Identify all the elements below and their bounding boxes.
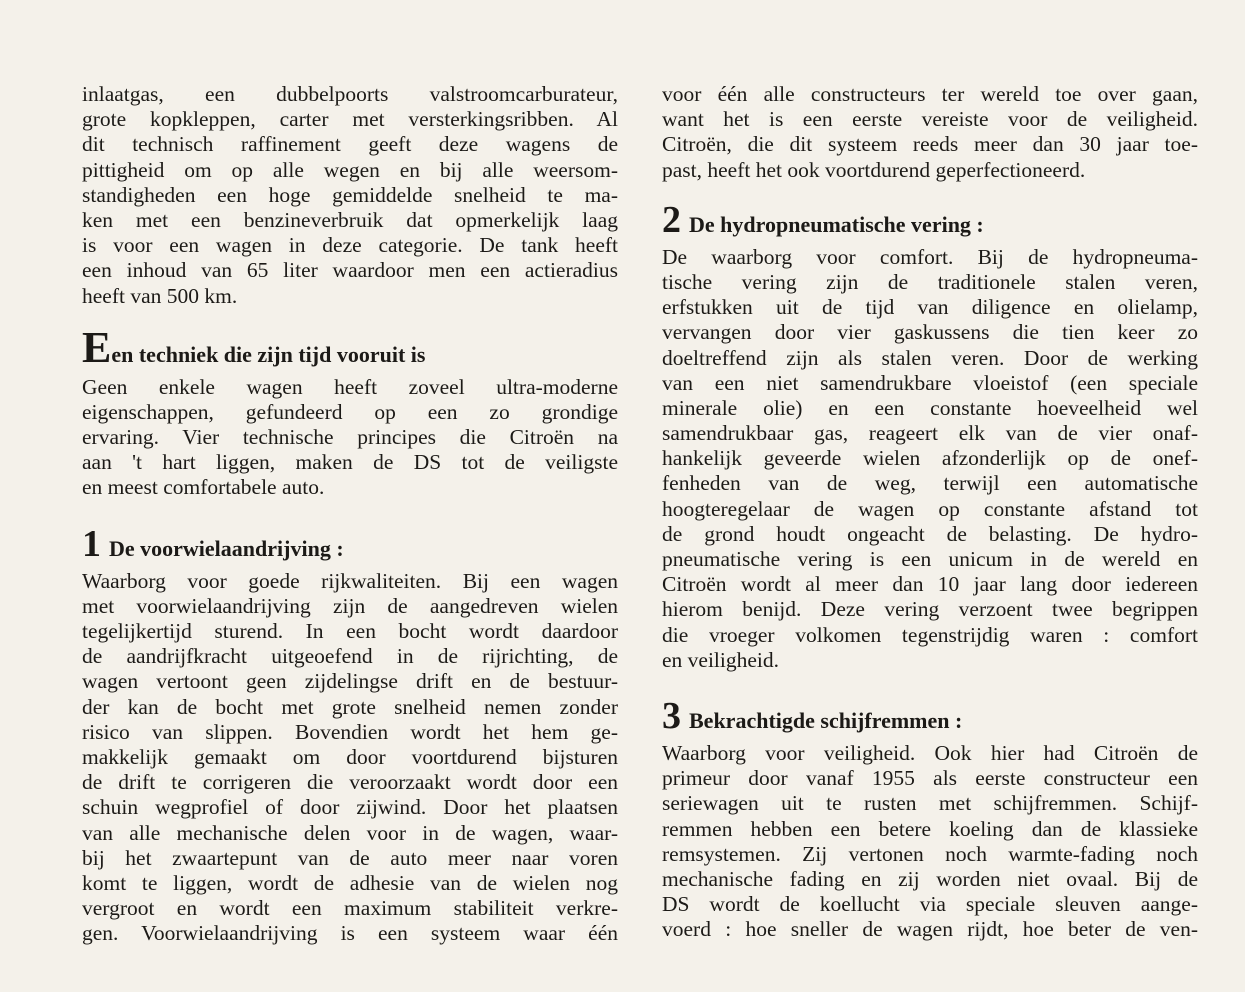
- text-line: en veiligheid.: [662, 647, 780, 672]
- section-number: 2: [662, 198, 681, 241]
- text-line: heeft van 500 km.: [82, 283, 238, 308]
- heading-text: De voorwielaandrijving :: [109, 535, 344, 561]
- text-line: erfstukken uit de tijd van diligence en olielamp,: [662, 295, 1198, 320]
- text-line: pittigheid om op alle wegen en bij alle weersom-: [82, 157, 618, 182]
- text-line: pneumatische vering is een unicum in de wereld en: [662, 547, 1198, 571]
- text-line: makkelijk gemaakt om door voortdurend bijsturen: [82, 744, 618, 769]
- text-line: die vroeger volkomen tegenstrijdig waren : comfort: [662, 622, 1198, 647]
- text-line: inlaatgas, een dubbelpoorts valstroomcarburateur,: [82, 82, 618, 106]
- text-line: is voor een wagen in deze categorie. De tank heeft: [82, 233, 618, 258]
- text-line: ken met een benzineverbruik dat opmerkelijk laag: [82, 207, 618, 232]
- text-line: komt te liggen, wordt de adhesie van de wielen nog: [82, 870, 618, 895]
- text-line: vervangen door vier gaskussens die tien keer zo: [662, 320, 1198, 345]
- left-column: [82, 82, 618, 946]
- text-line: de aandrijfkracht uitgeoefend in de rijrichting, de: [82, 644, 618, 669]
- text-line: ervaring. Vier technische principes die Citroën na: [82, 425, 618, 450]
- text-line: van alle mechanische delen voor in de wagen, waar-: [82, 820, 618, 845]
- text-line: en meest comfortabele auto.: [82, 475, 325, 500]
- text-line: met voorwielaandrijving zijn de aangedreven wielen: [82, 593, 618, 618]
- text-line: gen. Voorwielaandrijving is een systeem waar één: [82, 921, 618, 946]
- text-line: seriewagen uit te rusten met schijfremmen. Schijf-: [662, 791, 1198, 816]
- text-line: Waarborg voor goede rijkwaliteiten. Bij een wagen: [82, 568, 618, 593]
- heading-text: De hydropneumatische vering :: [689, 211, 984, 237]
- text-line: Waarborg voor veiligheid. Ook hier had Citroën de: [662, 740, 1198, 765]
- section-heading-schijfremmen: [662, 694, 1198, 741]
- text-line: standigheden een hoge gemiddelde snelheid te ma-: [82, 182, 618, 207]
- text-line: hierom benijd. Deze vering verzoent twee begrippen: [662, 597, 1198, 622]
- text-line: fenheden van de weg, terwijl een automatische: [662, 471, 1198, 496]
- text-line: primeur door vanaf 1955 als eerste constructeur een: [662, 766, 1198, 791]
- text-line: mechanische fading en zij worden niet ovaal. Bij de: [662, 866, 1198, 891]
- text-line: hankelijk geveerde wielen afzonderlijk op de onef-: [662, 446, 1198, 471]
- techniek-paragraph: [82, 375, 618, 501]
- section-heading-vering: [662, 198, 1198, 245]
- text-line: der kan de bocht met grote snelheid nemen zonder: [82, 694, 618, 719]
- vering-paragraph: [662, 245, 1198, 673]
- text-line: samendrukbaar gas, reageert elk van de vier onaf-: [662, 421, 1198, 446]
- text-line: Geen enkele wagen heeft zoveel ultra-moderne: [82, 374, 618, 399]
- text-line: doeltreffend zijn als stalen veren. Door de werking: [662, 345, 1198, 370]
- text-line: bij het zwaartepunt van de auto meer naar voren: [82, 845, 618, 870]
- section-heading-voorwielaandrijving: [82, 522, 618, 569]
- intro-paragraph: [82, 82, 618, 309]
- text-line: DS wordt de koellucht via speciale sleuven aange-: [662, 892, 1198, 917]
- right-column: [662, 82, 1198, 942]
- text-line: grote kopkleppen, carter met versterkingsribben. Al: [82, 107, 618, 132]
- text-line: De waarborg voor comfort. Bij de hydropneuma-: [662, 244, 1198, 269]
- text-line: een inhoud van 65 liter waardoor men een actieradius: [82, 258, 618, 283]
- text-line: tische vering zijn de traditionele stalen veren,: [662, 269, 1198, 294]
- text-line: eigenschappen, gefundeerd op een zo grondige: [82, 399, 618, 424]
- text-line: de grond houdt ongeacht de belasting. De hydro-: [662, 521, 1198, 546]
- text-line: van een niet samendrukbare vloeistof (een speciale: [662, 370, 1198, 395]
- text-line: tegelijkertijd sturend. In een bocht wordt daardoor: [82, 619, 618, 643]
- text-line: wagen vertoont geen zijdelingse drift en de bestuur-: [82, 669, 618, 694]
- text-line: voerd : hoe sneller de wagen rijdt, hoe beter de ven-: [662, 917, 1198, 942]
- text-line: Citroën, die dit systeem reeds meer dan 30 jaar toe-: [662, 132, 1198, 157]
- heading-initial: E: [82, 322, 112, 372]
- text-line: past, heeft het ook voortdurend geperfectioneerd.: [662, 157, 1086, 182]
- text-line: vergroot en wordt een maximum stabiliteit verkre-: [82, 896, 618, 921]
- text-line: minerale olie) en een constante hoeveelheid wel: [662, 395, 1198, 420]
- continuation-paragraph: [662, 82, 1198, 183]
- text-line: de drift te corrigeren die veroorzaakt wordt door een: [82, 770, 618, 795]
- text-line: remmen hebben een betere koeling dan de klassieke: [662, 816, 1198, 841]
- text-line: risico van slippen. Bovendien wordt het hem ge-: [82, 719, 618, 744]
- text-line: Citroën wordt al meer dan 10 jaar lang door iedereen: [662, 572, 1198, 597]
- heading-text: Bekrachtigde schijfremmen :: [689, 707, 963, 733]
- section-number: 1: [82, 522, 101, 565]
- section-number: 3: [662, 694, 681, 737]
- section-heading-techniek: [82, 322, 618, 375]
- heading-text: en techniek die zijn tijd vooruit is: [111, 341, 426, 367]
- schijfremmen-paragraph: [662, 741, 1198, 943]
- text-line: hoogteregelaar de wagen op constante afstand tot: [662, 496, 1198, 521]
- text-line: schuin wegprofiel of door zijwind. Door het plaatsen: [82, 795, 618, 820]
- voorwielaandrijving-paragraph: [82, 569, 618, 947]
- text-line: dit technisch raffinement geeft deze wagens de: [82, 132, 618, 157]
- text-line: remsystemen. Zij vertonen noch warmte-fading noch: [662, 841, 1198, 866]
- text-line: aan 't hart liggen, maken de DS tot de veiligste: [82, 450, 618, 475]
- text-line: voor één alle constructeurs ter wereld toe over gaan,: [662, 82, 1198, 106]
- text-line: want het is een eerste vereiste voor de veiligheid.: [662, 107, 1198, 132]
